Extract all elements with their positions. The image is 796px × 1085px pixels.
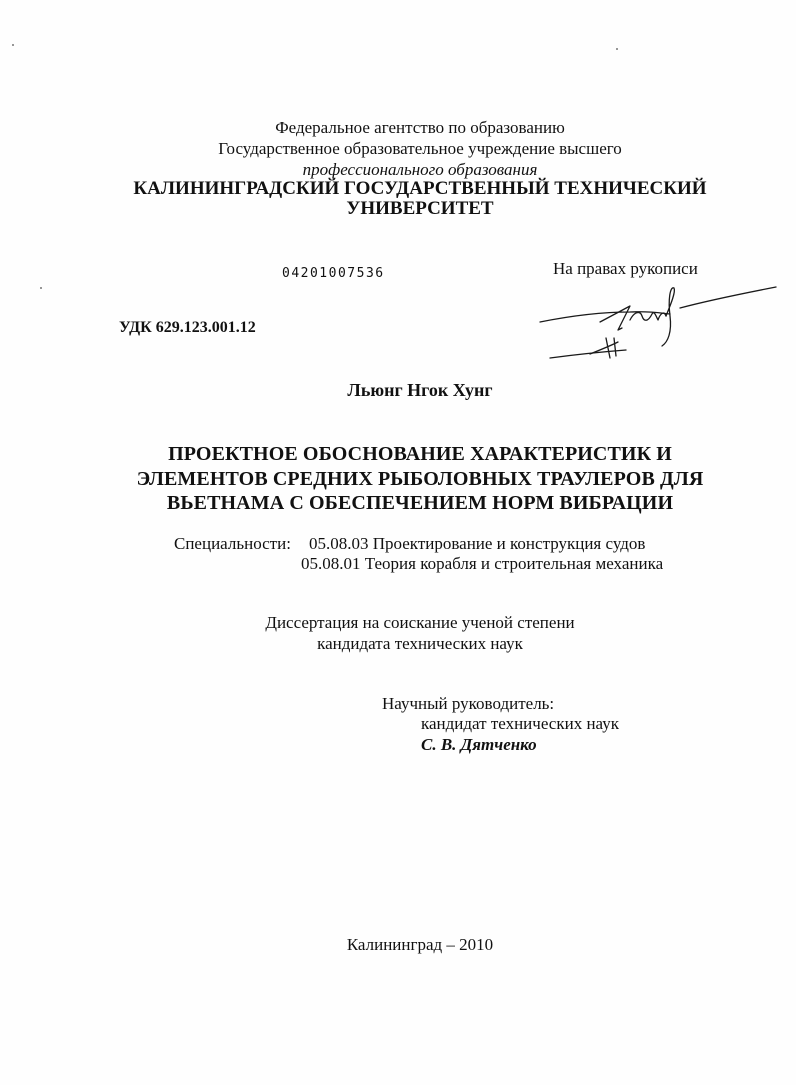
- supervisor-name: С. В. Дятченко: [421, 735, 537, 754]
- specialty-item: 05.08.01 Теория корабля и строительная механика: [301, 554, 664, 573]
- institution-type-line: Государственное образовательное учреждение высшего: [218, 139, 622, 158]
- scan-speck: [616, 48, 618, 50]
- education-level-line: профессионального образования: [302, 160, 538, 179]
- university-name-line1: КАЛИНИНГРАДСКИЙ ГОСУДАРСТВЕННЫЙ ТЕХНИЧЕСКИЙ: [133, 178, 707, 199]
- manuscript-rights: На правах рукописи: [553, 259, 698, 278]
- thesis-title-line2: ЭЛЕМЕНТОВ СРЕДНИХ РЫБОЛОВНЫХ ТРАУЛЕРОВ ДЛЯ: [136, 468, 704, 490]
- scan-speck: [40, 287, 42, 289]
- specialties-label: Специальности:: [174, 534, 291, 553]
- thesis-title-line1: ПРОЕКТНОЕ ОБОСНОВАНИЕ ХАРАКТЕРИСТИК И: [168, 443, 672, 465]
- supervisor-title: кандидат технических наук: [421, 714, 619, 733]
- degree-line2: кандидата технических наук: [317, 634, 523, 653]
- degree-line1: Диссертация на соискание ученой степени: [265, 613, 575, 632]
- specialty-item: 05.08.03 Проектирование и конструкция судов: [309, 534, 646, 553]
- udc-code: УДК 629.123.001.12: [119, 319, 256, 336]
- university-name-line2: УНИВЕРСИТЕТ: [346, 198, 494, 219]
- city-year: Калининград – 2010: [346, 935, 494, 954]
- registration-number: 04201007536: [282, 266, 385, 281]
- agency-line: Федеральное агентство по образованию: [275, 118, 565, 137]
- author-name: Льюнг Нгок Хунг: [347, 380, 493, 400]
- scan-speck: [12, 44, 14, 46]
- handwritten-signature: [530, 280, 780, 370]
- thesis-title-line3: ВЬЕТНАМА С ОБЕСПЕЧЕНИЕМ НОРМ ВИБРАЦИИ: [166, 492, 674, 514]
- supervisor-label: Научный руководитель:: [382, 694, 555, 713]
